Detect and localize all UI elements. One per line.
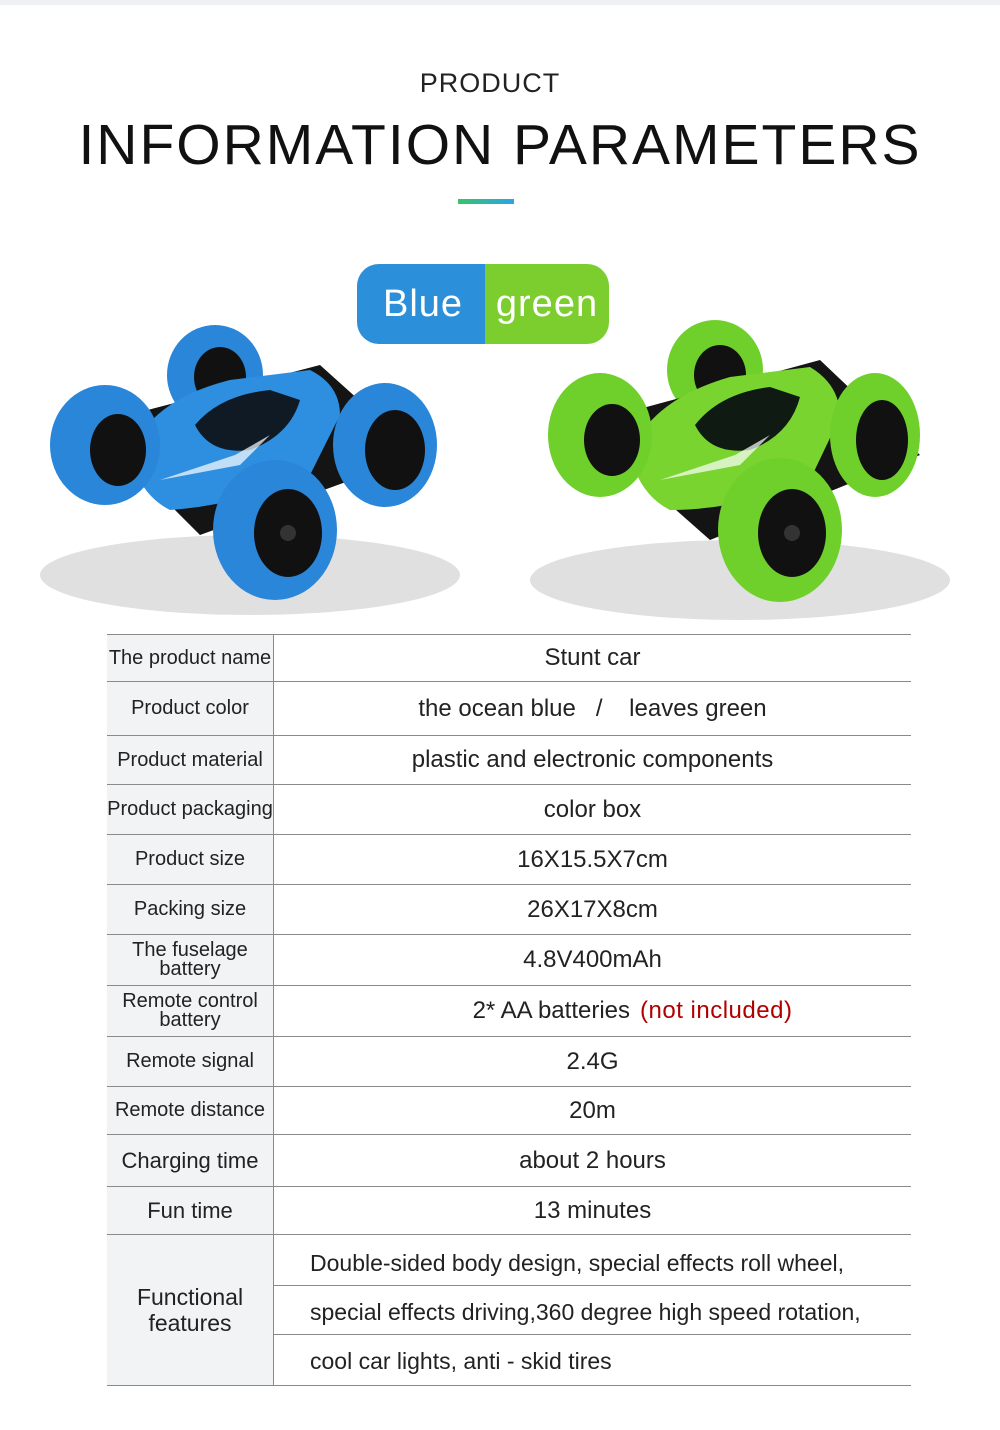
title-accent-bar [458, 199, 514, 204]
spec-value: 13 minutes [274, 1187, 912, 1235]
table-row-features [107, 1235, 911, 1386]
spec-value: 26X17X8cm [274, 885, 912, 935]
color-option-green: green [485, 264, 609, 344]
color-option-blue: Blue [357, 264, 485, 344]
spec-label: Fun time [107, 1187, 274, 1235]
table-row [107, 785, 911, 835]
section-title: INFORMATION PARAMETERS [78, 113, 922, 177]
spec-value: about 2 hours [274, 1135, 912, 1187]
spec-value: 2.4G [274, 1037, 912, 1087]
spec-value: plastic and electronic components [274, 736, 912, 785]
spec-value: 4.8V400mAh [274, 935, 912, 986]
feature-line: Double-sided body design, special effects roll wheel, [274, 1237, 911, 1286]
spec-value: 16X15.5X7cm [274, 835, 912, 885]
spec-value: the ocean blue / leaves green [274, 682, 912, 736]
spec-value [274, 986, 912, 1037]
not-included-note: (not included) [640, 997, 793, 1024]
table-row [107, 935, 911, 986]
table-row [107, 835, 911, 885]
table-row [107, 885, 911, 935]
table-row [107, 736, 911, 785]
table-row [107, 1037, 911, 1087]
spec-value: color box [274, 785, 912, 835]
green-stunt-car-image [520, 305, 960, 625]
table-row [107, 1087, 911, 1135]
table-row [107, 682, 911, 736]
feature-line: cool car lights, anti - skid tires [310, 1348, 612, 1374]
spec-value: Stunt car [274, 635, 912, 682]
table-row [107, 1135, 911, 1187]
spec-label: Remote control battery [107, 986, 274, 1037]
spec-label: Product size [107, 835, 274, 885]
spec-value-text: 2* AA batteries [472, 997, 631, 1024]
spec-label: Charging time [107, 1135, 274, 1187]
table-row [107, 986, 911, 1037]
spec-label: Remote distance [107, 1087, 274, 1135]
spec-label: Packing size [107, 885, 274, 935]
spec-label: The fuselage battery [107, 935, 274, 986]
spec-label: Product packaging [107, 785, 274, 835]
blue-stunt-car-image [20, 305, 460, 625]
spec-label: The product name [107, 635, 274, 682]
features-label: Functional features [107, 1235, 274, 1386]
spec-label: Product color [107, 682, 274, 736]
table-row [107, 1187, 911, 1235]
spec-label: Product material [107, 736, 274, 785]
feature-line: special effects driving,360 degree high speed rotation, [274, 1286, 911, 1335]
top-strip [0, 0, 1000, 5]
section-subtitle: PRODUCT [419, 68, 561, 98]
table-row [107, 635, 911, 682]
spec-table [107, 634, 911, 1386]
spec-label: Remote signal [107, 1037, 274, 1087]
features-cell [274, 1235, 912, 1386]
spec-value: 20m [274, 1087, 912, 1135]
